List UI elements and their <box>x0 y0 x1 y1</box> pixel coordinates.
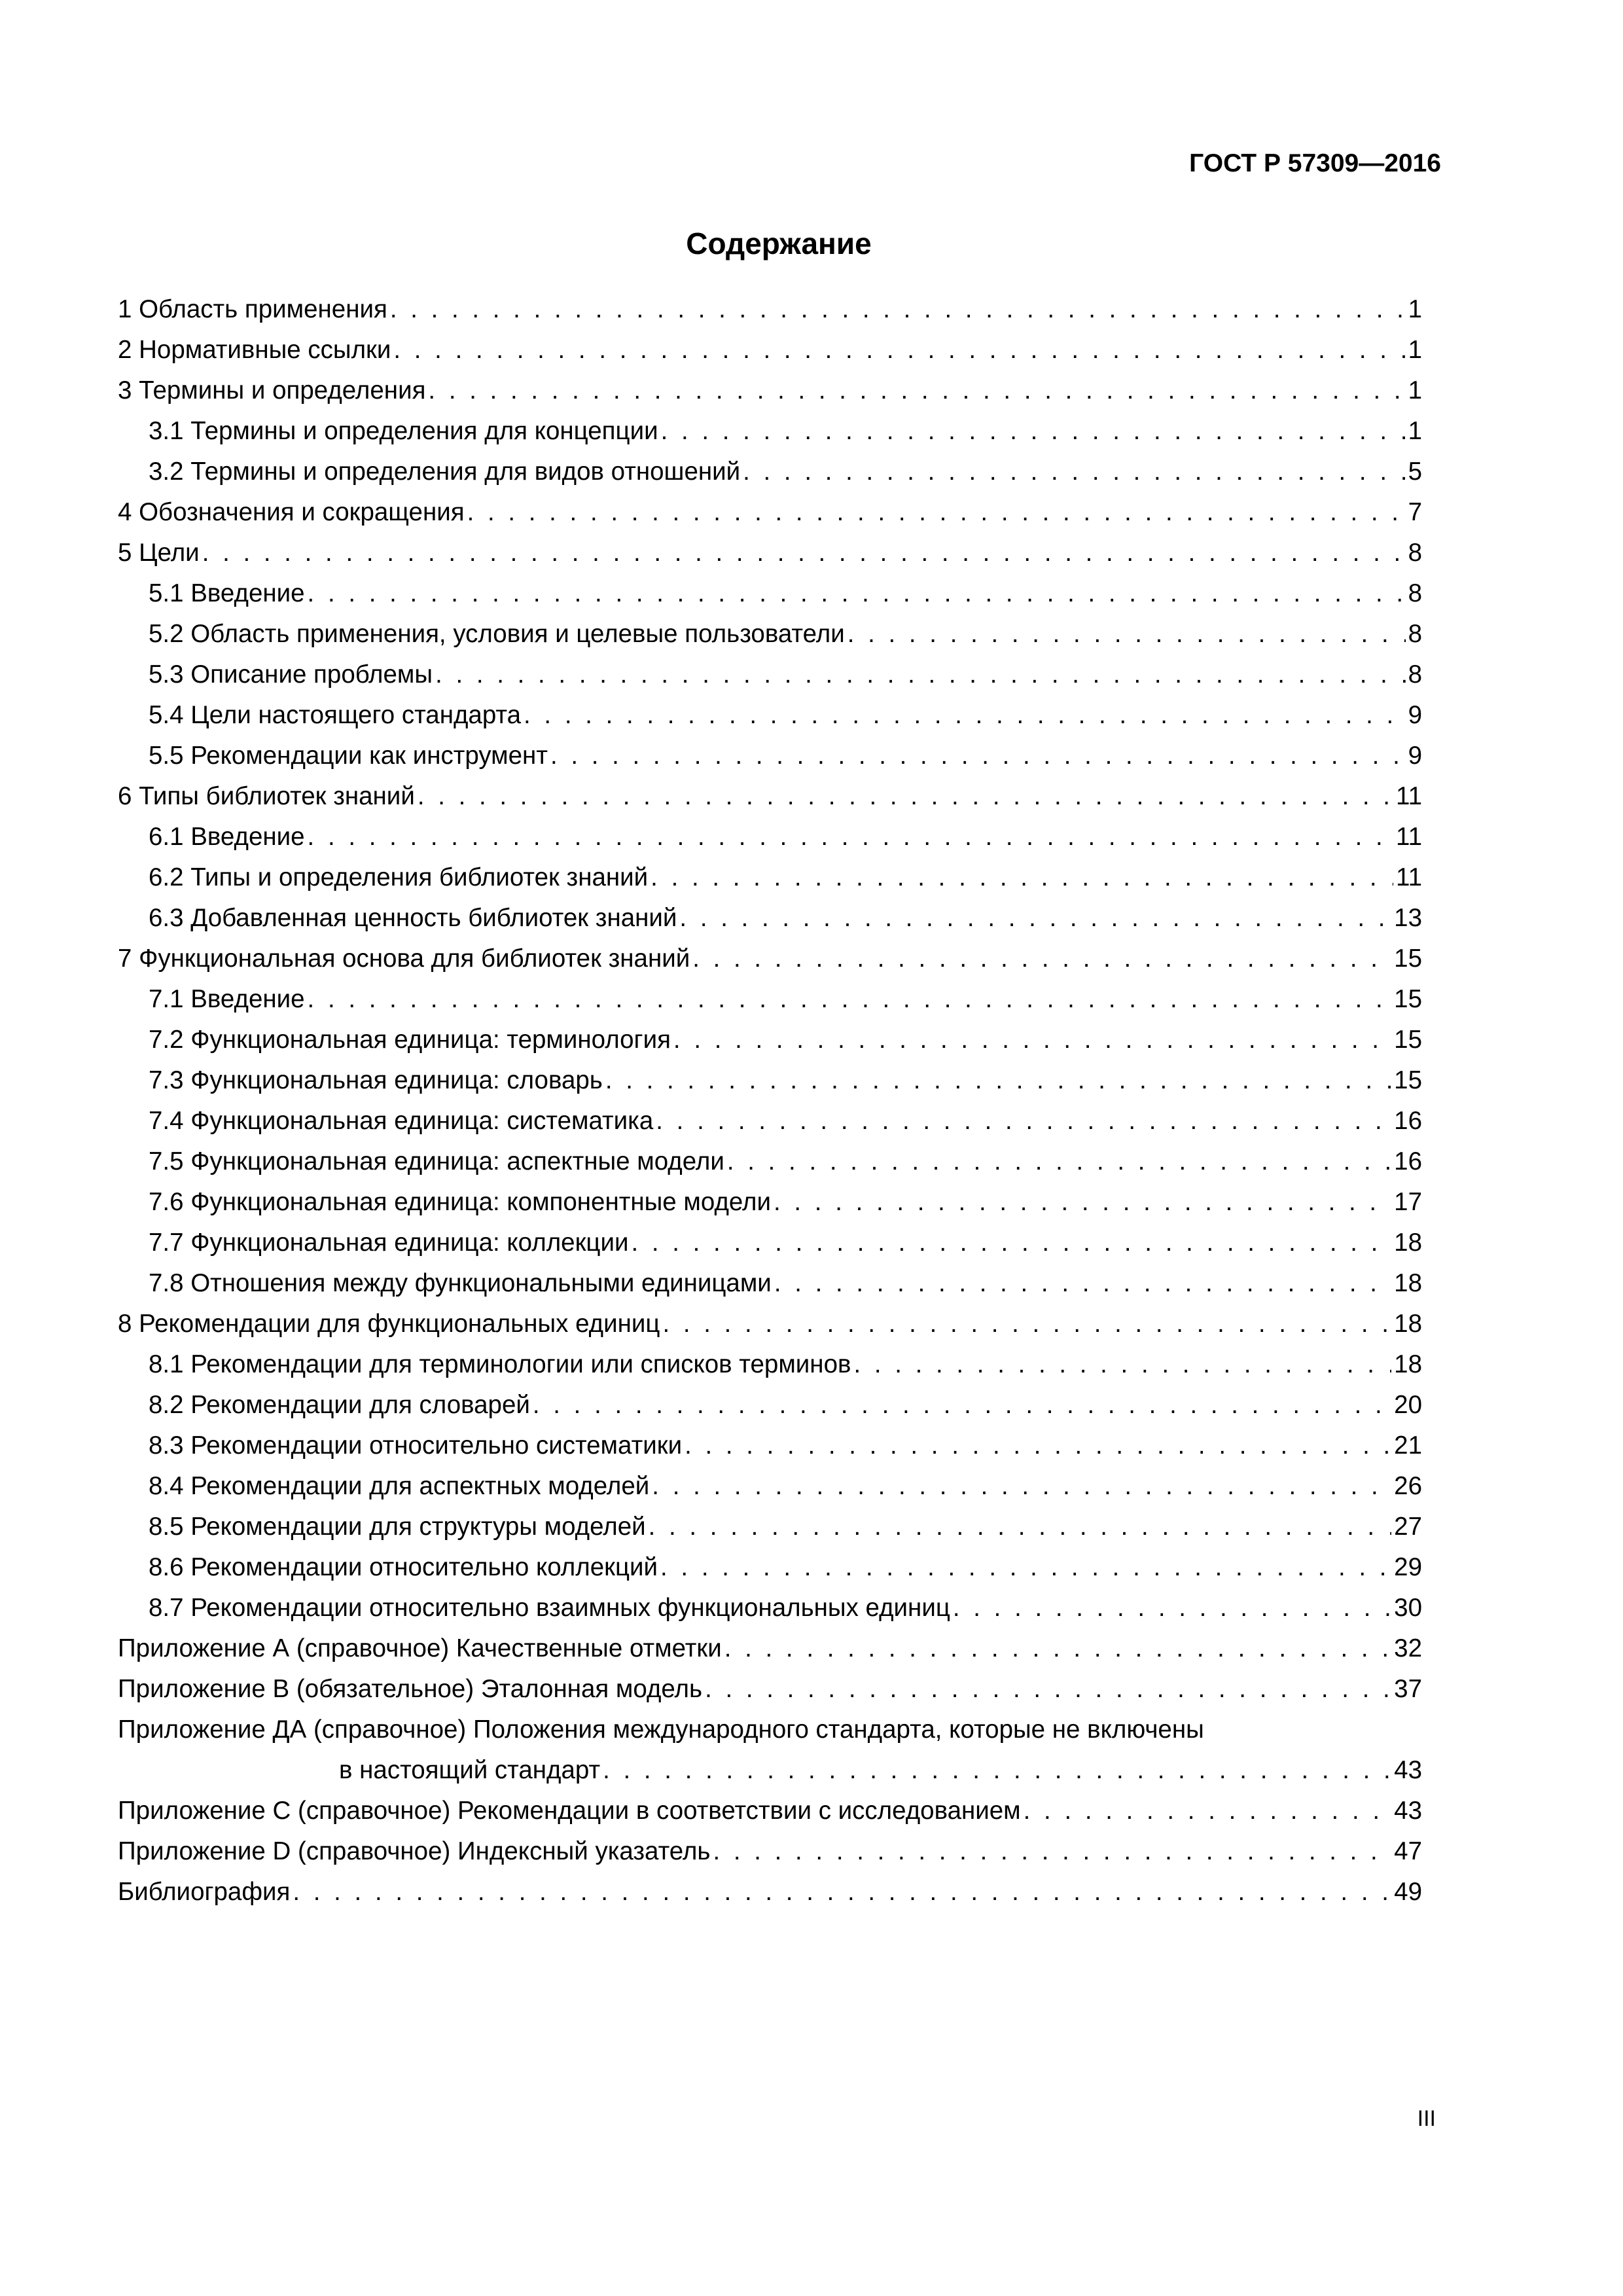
toc-entry[interactable] <box>118 1101 1422 1141</box>
toc-dot-leader <box>774 1263 1391 1304</box>
toc-entry[interactable] <box>118 1466 1422 1507</box>
toc-dot-leader <box>390 289 1406 330</box>
toc-entry-label: Приложение D (справочное) Индексный указатель <box>118 1837 711 1865</box>
toc-entry-page: 1 <box>1408 336 1422 364</box>
toc-entry[interactable] <box>118 370 1422 411</box>
toc-entry[interactable] <box>118 817 1422 857</box>
toc-entry-label: 8.4 Рекомендации для аспектных моделей <box>149 1472 650 1500</box>
document-number: ГОСТ Р 57309—2016 <box>1189 149 1441 177</box>
toc-dot-leader <box>724 1628 1391 1669</box>
toc-dot-leader <box>651 857 1393 898</box>
toc-dot-leader <box>679 898 1391 939</box>
toc-entry-label: 1 Область применения <box>118 295 387 323</box>
toc-entry-page: 21 <box>1394 1431 1422 1460</box>
toc-entry[interactable] <box>118 1223 1422 1263</box>
toc-entry-page: 1 <box>1408 417 1422 445</box>
toc-entry-page: 11 <box>1396 782 1422 810</box>
toc-entry-page: 1 <box>1408 295 1422 323</box>
toc-entry-label: 7.4 Функциональная единица: систематика <box>149 1107 654 1135</box>
toc-dot-leader <box>692 939 1391 979</box>
toc-entry[interactable] <box>118 655 1422 695</box>
toc-entry[interactable] <box>118 979 1422 1020</box>
toc-entry-page: 49 <box>1394 1878 1422 1906</box>
toc-entry-page: 47 <box>1394 1837 1422 1865</box>
toc-dot-leader <box>550 736 1406 776</box>
toc-dot-leader <box>1024 1791 1392 1831</box>
toc-dot-leader <box>660 1547 1391 1588</box>
toc-entry-label: Приложение В (обязательное) Эталонная модель <box>118 1675 703 1703</box>
toc-entry-page: 17 <box>1394 1188 1422 1216</box>
toc-entry-page: 18 <box>1394 1269 1422 1297</box>
toc-entry-page: 5 <box>1408 457 1422 486</box>
toc-entry-label: 6.1 Введение <box>149 823 305 851</box>
toc-dot-leader <box>202 533 1406 573</box>
toc-entry-page: 16 <box>1394 1147 1422 1175</box>
toc-entry-page: 37 <box>1394 1675 1422 1703</box>
toc-dot-leader <box>435 655 1406 695</box>
toc-entry-label: 8.6 Рекомендации относительно коллекций <box>149 1553 658 1581</box>
toc-entry[interactable] <box>118 1872 1422 1912</box>
toc-entry-page: 11 <box>1396 823 1422 851</box>
toc-entry-page: 32 <box>1394 1634 1422 1662</box>
toc-entry-page: 15 <box>1394 1026 1422 1054</box>
toc-entry[interactable] <box>118 1588 1422 1628</box>
toc-entry-page: 43 <box>1394 1756 1422 1784</box>
toc-dot-leader <box>467 492 1406 533</box>
toc-entry[interactable] <box>118 1507 1422 1547</box>
toc-entry[interactable] <box>118 452 1422 492</box>
toc-entry[interactable] <box>118 1304 1422 1344</box>
toc-dot-leader <box>652 1466 1391 1507</box>
toc-entry-page: 18 <box>1394 1229 1422 1257</box>
toc-entry-page: 18 <box>1394 1310 1422 1338</box>
toc-entry[interactable] <box>118 330 1422 370</box>
toc-entry-page: 8 <box>1408 539 1422 567</box>
toc-dot-leader <box>662 1304 1391 1344</box>
toc-dot-leader <box>713 1831 1391 1872</box>
toc-entry-page: 18 <box>1394 1350 1422 1378</box>
toc-entry-label: 7.8 Отношения между функциональными единицами <box>149 1269 772 1297</box>
toc-entry[interactable] <box>118 1710 1422 1791</box>
toc-dot-leader <box>428 370 1405 411</box>
toc-entry-page: 8 <box>1408 620 1422 648</box>
toc-entry-label: 3.2 Термины и определения для видов отношений <box>149 457 741 486</box>
toc-entry[interactable] <box>118 1426 1422 1466</box>
toc-entry-page: 8 <box>1408 579 1422 607</box>
toc-entry[interactable] <box>118 1344 1422 1385</box>
toc-entry-label-continued: в настоящий стандарт <box>339 1756 601 1784</box>
toc-dot-leader <box>847 614 1406 655</box>
toc-dot-leader <box>774 1182 1391 1223</box>
toc-dot-leader <box>524 695 1406 736</box>
toc-entry[interactable] <box>118 1791 1422 1831</box>
toc-entry-label: 7.7 Функциональная единица: коллекции <box>149 1229 629 1257</box>
toc-dot-leader <box>308 573 1406 614</box>
toc-entry[interactable] <box>118 492 1422 533</box>
toc-entry-page: 7 <box>1408 498 1422 526</box>
toc-dot-leader <box>656 1101 1391 1141</box>
toc-entry-label: 8 Рекомендации для функциональных единиц <box>118 1310 660 1338</box>
toc-entry[interactable] <box>118 1060 1422 1101</box>
toc-entry-label: 7.5 Функциональная единица: аспектные модели <box>149 1147 724 1175</box>
toc-entry-page: 27 <box>1394 1513 1422 1541</box>
toc-dot-leader <box>631 1223 1391 1263</box>
toc-entry[interactable] <box>118 898 1422 939</box>
toc-entry-page: 15 <box>1394 985 1422 1013</box>
toc-entry-label: 8.3 Рекомендации относительно систематики <box>149 1431 683 1460</box>
toc-entry-page: 15 <box>1394 944 1422 973</box>
toc-entry-label: 7 Функциональная основа для библиотек знаний <box>118 944 690 973</box>
toc-entry-page: 9 <box>1408 701 1422 729</box>
page-title: Содержание <box>686 226 872 260</box>
toc-entry[interactable] <box>118 1263 1422 1304</box>
toc-entry-label: 6.2 Типы и определения библиотек знаний <box>149 863 649 891</box>
toc-entry[interactable] <box>118 289 1422 330</box>
toc-entry[interactable] <box>118 776 1422 817</box>
toc-dot-leader <box>293 1872 1391 1912</box>
toc-entry-label: 7.1 Введение <box>149 985 305 1013</box>
toc-entry-page: 30 <box>1394 1594 1422 1622</box>
toc-entry-label: 8.1 Рекомендации для терминологии или списков терминов <box>149 1350 851 1378</box>
toc-dot-leader <box>673 1020 1391 1060</box>
toc-dot-leader <box>605 1060 1391 1101</box>
toc-entry-label: 5.3 Описание проблемы <box>149 660 433 689</box>
toc-dot-leader <box>953 1588 1391 1628</box>
toc-entry-page: 29 <box>1394 1553 1422 1581</box>
toc-dot-leader <box>727 1141 1391 1182</box>
toc-entry-label: 3 Термины и определения <box>118 376 426 404</box>
toc-entry-label: 5.5 Рекомендации как инструмент <box>149 742 548 770</box>
toc-entry-page: 15 <box>1394 1066 1422 1094</box>
toc-entry[interactable] <box>118 1547 1422 1588</box>
toc-entry-label: 2 Нормативные ссылки <box>118 336 391 364</box>
toc-entry-label: 7.3 Функциональная единица: словарь <box>149 1066 603 1094</box>
toc-entry-label: 5.4 Цели настоящего стандарта <box>149 701 522 729</box>
toc-entry-label: Приложение С (справочное) Рекомендации в соответствии с исследованием <box>118 1797 1021 1825</box>
toc-entry-label: 7.2 Функциональная единица: терминология <box>149 1026 671 1054</box>
toc-entry[interactable] <box>118 736 1422 776</box>
toc-dot-leader <box>685 1426 1391 1466</box>
toc-dot-leader <box>308 817 1393 857</box>
toc-entry-label: 8.2 Рекомендации для словарей <box>149 1391 530 1419</box>
page-number: III <box>1417 2106 1436 2131</box>
toc-entry-page: 16 <box>1394 1107 1422 1135</box>
toc-entry-page: 9 <box>1408 742 1422 770</box>
toc-entry-label: 8.7 Рекомендации относительно взаимных функциональных единиц <box>149 1594 950 1622</box>
toc-entry-label: 5.1 Введение <box>149 579 305 607</box>
toc-entry-label: Приложение А (справочное) Качественные отметки <box>118 1634 722 1662</box>
toc-dot-leader <box>661 411 1406 452</box>
toc-entry-label: 6.3 Добавленная ценность библиотек знаний <box>149 904 677 932</box>
toc-entry-label: Библиография <box>118 1878 291 1906</box>
toc-dot-leader <box>603 1750 1391 1791</box>
toc-entry-page: 11 <box>1396 863 1422 891</box>
toc-dot-leader <box>743 452 1405 492</box>
toc-entry[interactable] <box>118 411 1422 452</box>
toc-entry-label: 3.1 Термины и определения для концепции <box>149 417 658 445</box>
toc-entry-page: 43 <box>1394 1797 1422 1825</box>
toc-entry-label: 8.5 Рекомендации для структуры моделей <box>149 1513 646 1541</box>
toc-entry[interactable] <box>118 1182 1422 1223</box>
toc-entry-label: 5.2 Область применения, условия и целевые пользователи <box>149 620 845 648</box>
toc-dot-leader <box>393 330 1405 370</box>
toc-entry-page: 20 <box>1394 1391 1422 1419</box>
toc-entry-page: 26 <box>1394 1472 1422 1500</box>
toc-entry[interactable] <box>118 857 1422 898</box>
toc-entry[interactable] <box>118 695 1422 736</box>
table-of-contents <box>118 289 1422 1912</box>
toc-entry[interactable] <box>118 939 1422 979</box>
toc-entry[interactable] <box>118 1831 1422 1872</box>
toc-dot-leader <box>649 1507 1392 1547</box>
toc-dot-leader <box>533 1385 1391 1426</box>
toc-entry-page: 1 <box>1408 376 1422 404</box>
toc-entry-continuation <box>118 1750 1422 1791</box>
toc-entry[interactable] <box>118 1020 1422 1060</box>
toc-entry-page: 13 <box>1394 904 1422 932</box>
toc-entry[interactable] <box>118 1628 1422 1669</box>
toc-entry-label: Приложение ДА (справочное) Положения международного стандарта, которые не включены <box>118 1715 1204 1744</box>
toc-entry-label: 4 Обозначения и сокращения <box>118 498 465 526</box>
toc-dot-leader <box>705 1669 1391 1710</box>
toc-dot-leader <box>418 776 1393 817</box>
toc-entry[interactable] <box>118 533 1422 573</box>
toc-entry[interactable] <box>118 573 1422 614</box>
toc-entry-label: 6 Типы библиотек знаний <box>118 782 415 810</box>
toc-entry-label: 7.6 Функциональная единица: компонентные модели <box>149 1188 772 1216</box>
toc-entry[interactable] <box>118 614 1422 655</box>
toc-entry-page: 8 <box>1408 660 1422 689</box>
toc-dot-leader <box>308 979 1392 1020</box>
toc-entry[interactable] <box>118 1669 1422 1710</box>
toc-entry[interactable] <box>118 1385 1422 1426</box>
toc-entry[interactable] <box>118 1141 1422 1182</box>
toc-entry-label: 5 Цели <box>118 539 200 567</box>
toc-dot-leader <box>853 1344 1391 1385</box>
